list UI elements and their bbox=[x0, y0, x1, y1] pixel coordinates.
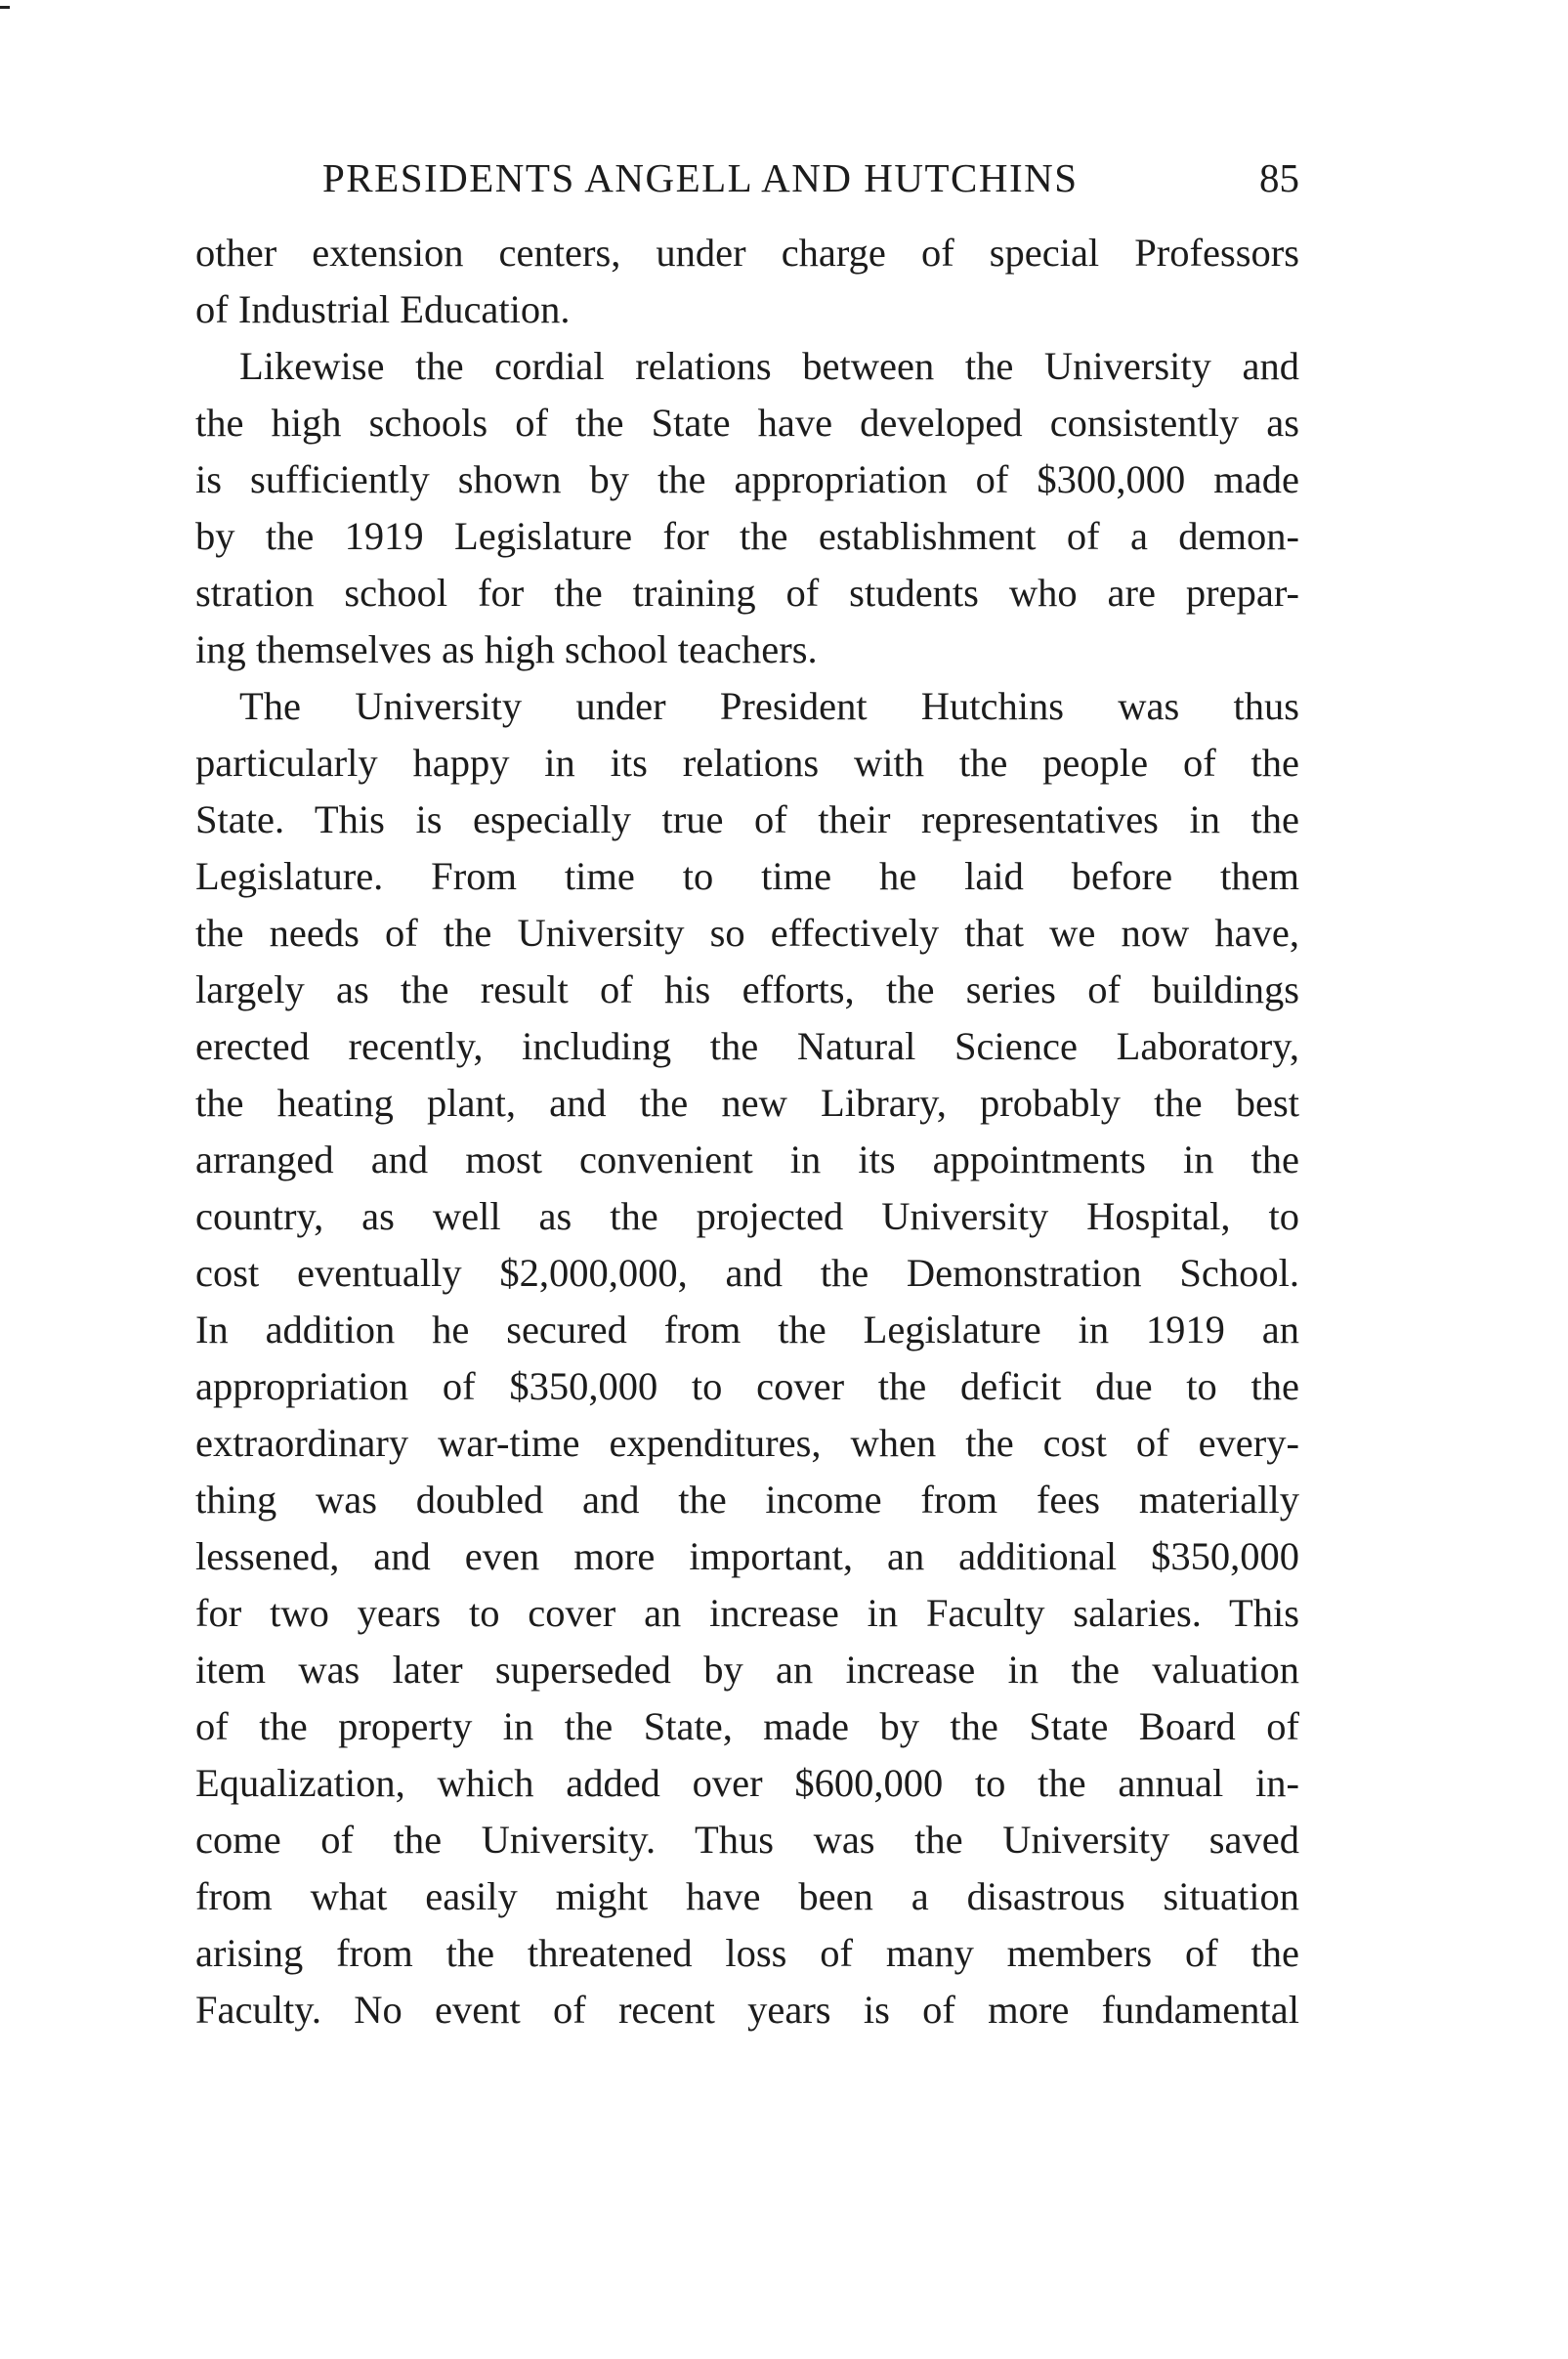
text-line: of Industrial Education. bbox=[195, 287, 571, 331]
text-line: stration school for the training of students who are prepar- bbox=[195, 571, 1299, 615]
running-header bbox=[195, 149, 1299, 207]
text-line: is sufficiently shown by the appropriation of $300,000 made bbox=[195, 457, 1299, 501]
text-line: In addition he secured from the Legislature in 1919 an bbox=[195, 1308, 1299, 1351]
paragraph bbox=[195, 678, 1299, 2038]
text-line: the needs of the University so effectively that we now have, bbox=[195, 911, 1299, 955]
text-line: cost eventually $2,000,000, and the Demonstration School. bbox=[195, 1251, 1299, 1295]
text-line: for two years to cover an increase in Faculty salaries. This bbox=[195, 1591, 1299, 1635]
text-line: the heating plant, and the new Library, probably the best bbox=[195, 1081, 1299, 1125]
text-line: Faculty. No event of recent years is of more fundamental bbox=[195, 1988, 1299, 2032]
text-line: The University under President Hutchins was thus bbox=[239, 684, 1299, 728]
text-line: country, as well as the projected University Hospital, to bbox=[195, 1194, 1299, 1238]
running-title: PRESIDENTS ANGELL AND HUTCHINS bbox=[322, 155, 1079, 200]
text-line: largely as the result of his efforts, the series of buildings bbox=[195, 967, 1299, 1011]
text-line: appropriation of $350,000 to cover the deficit due to the bbox=[195, 1364, 1299, 1408]
paragraph bbox=[195, 338, 1299, 678]
text-line: State. This is especially true of their representatives in the bbox=[195, 797, 1299, 841]
text-line: the high schools of the State have developed consistently as bbox=[195, 401, 1299, 445]
text-line: come of the University. Thus was the University saved bbox=[195, 1818, 1299, 1862]
text-line: arising from the threatened loss of many members of the bbox=[195, 1931, 1299, 1975]
text-line: other extension centers, under charge of special Professors bbox=[195, 231, 1299, 275]
page-number: 85 bbox=[1259, 155, 1299, 200]
body-text bbox=[195, 225, 1299, 2038]
text-line: from what easily might have been a disastrous situation bbox=[195, 1874, 1299, 1918]
text-line: Equalization, which added over $600,000 to the annual in- bbox=[195, 1761, 1299, 1805]
text-line: of the property in the State, made by the State Board of bbox=[195, 1704, 1299, 1748]
text-line: lessened, and even more important, an additional $350,000 bbox=[195, 1534, 1299, 1578]
text-line: particularly happy in its relations with the people of the bbox=[195, 741, 1299, 785]
text-line: Likewise the cordial relations between the University and bbox=[239, 344, 1299, 388]
text-line: extraordinary war-time expenditures, when the cost of every- bbox=[195, 1421, 1299, 1465]
text-line: arranged and most convenient in its appointments in the bbox=[195, 1137, 1299, 1181]
text-line: Legislature. From time to time he laid before them bbox=[195, 854, 1299, 898]
text-line: erected recently, including the Natural Science Laboratory, bbox=[195, 1024, 1299, 1068]
text-line: by the 1919 Legislature for the establishment of a demon- bbox=[195, 514, 1299, 558]
text-line: thing was doubled and the income from fees materially bbox=[195, 1478, 1299, 1522]
page-edge-mark bbox=[0, 6, 10, 9]
paragraph bbox=[195, 225, 1299, 338]
text-line: ing themselves as high school teachers. bbox=[195, 627, 818, 671]
text-line: item was later superseded by an increase in the valuation bbox=[195, 1648, 1299, 1692]
